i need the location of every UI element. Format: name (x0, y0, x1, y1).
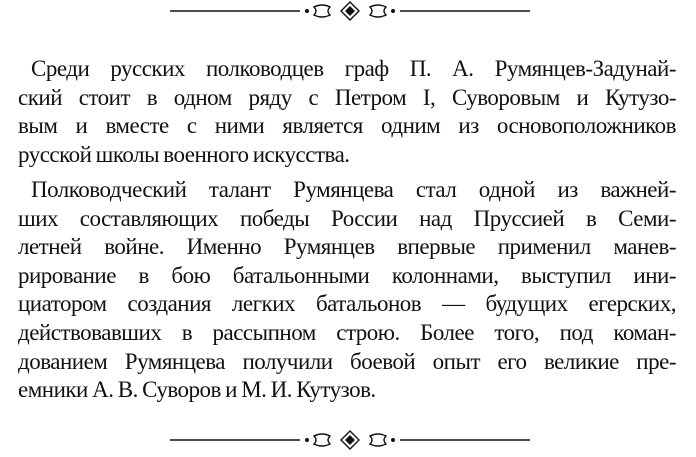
bottom-ornament-divider-icon (170, 430, 530, 450)
text-line: циатором создания легких батальонов — будущих егерских, (18, 291, 676, 317)
text-line: Среди русских полководцев граф П. А. Румянцев-Задунай- (31, 56, 676, 81)
text-line: Полководческий талант Румянцева стал одной из важней- (31, 177, 676, 202)
text-line: рирование в бою батальонными колоннами, выступил ини- (18, 262, 676, 288)
text-line: русской школы военного искусства. (18, 141, 350, 167)
text-line: вым и вместе с ними является одним из основоположников (18, 113, 676, 139)
text-line: дованием Румянцева получили боевой опыт его великие пре- (18, 348, 676, 374)
text-line: летней войне. Именно Румянцев впервые применил манев- (18, 234, 676, 260)
top-ornament-divider-icon (170, 1, 530, 21)
paragraph-2 (18, 176, 676, 405)
text-line: ших составляющих победы России над Пруссией в Семи- (18, 205, 676, 231)
text-line: емники А. В. Суворов и М. И. Кутузов. (18, 377, 376, 403)
text-line: действовавших в рассыпном строю. Более того, под коман- (18, 319, 676, 345)
text-line: ский стоит в одном ряду с Петром I, Суворовым и Кутузо- (18, 84, 676, 110)
paragraph-1 (18, 55, 676, 169)
